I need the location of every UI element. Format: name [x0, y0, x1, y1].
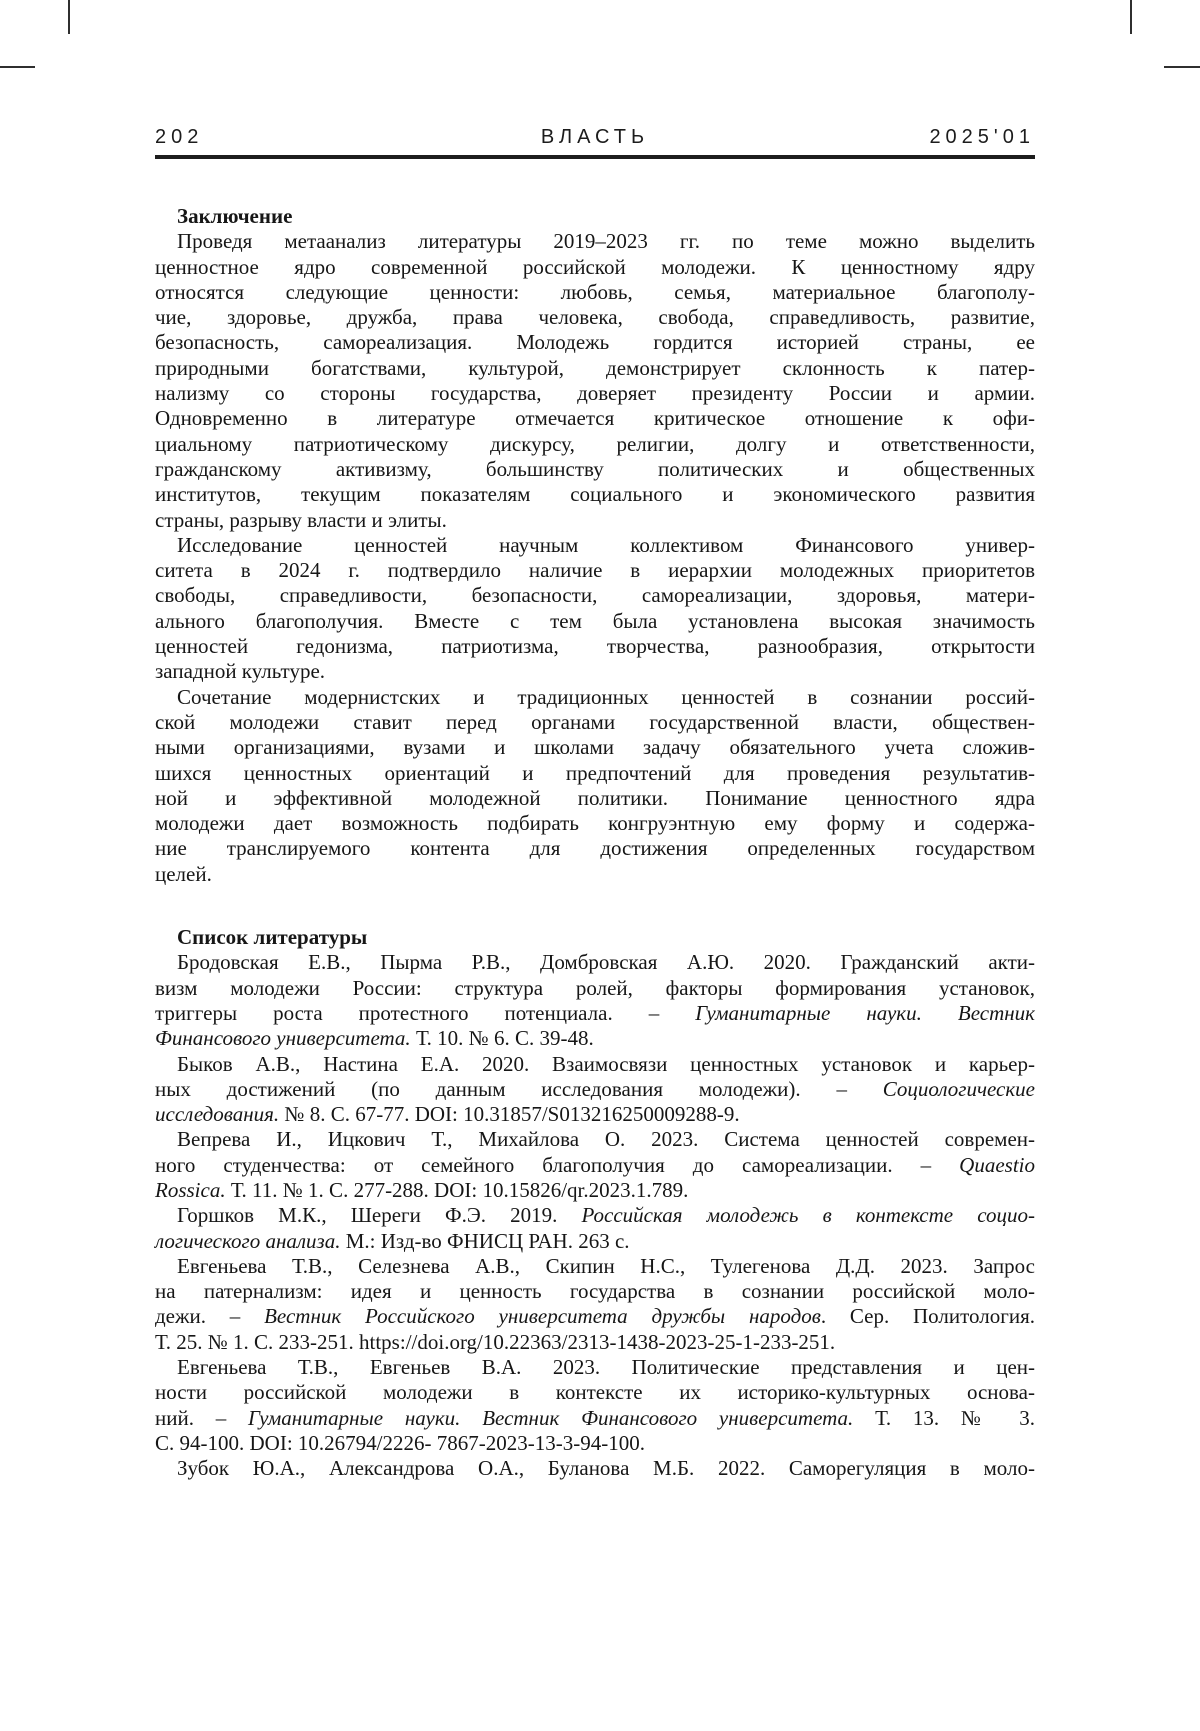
text-line: [155, 508, 1035, 533]
text: Т. 11. № 1. С. 277-288. DOI: 10.15826/qr.2023.1.789.: [225, 1177, 689, 1202]
text: ности российской молодежи в контексте их историко-культурных основа-: [155, 1380, 1035, 1405]
paragraph: [155, 533, 1035, 685]
text: ной и эффективной молодежной политики. Понимание ценностного ядра: [155, 785, 1035, 810]
text: Проведя метаанализ литературы 2019–2023 гг. по теме можно выделить: [177, 229, 1035, 254]
text: западной культуре.: [155, 659, 326, 684]
italic-text: Финансового университета.: [155, 1026, 411, 1051]
text-line: [155, 735, 1035, 760]
text: № 8. С. 67-77. DOI: 10.31857/S013216250009288-9.: [279, 1102, 740, 1127]
text: ных достижений (по данным исследования молодежи). –: [155, 1076, 883, 1101]
text: шихся ценностных ориентаций и предпочтений для проведения результатив-: [155, 760, 1035, 785]
text-line: [155, 1153, 1035, 1178]
text-line: [155, 1052, 1035, 1077]
text-line: [155, 1304, 1035, 1329]
text: Бродовская Е.В., Пырма Р.В., Домбровская А.Ю. 2020. Гражданский акти-: [177, 950, 1035, 975]
text-line: [155, 255, 1035, 280]
text-line: [155, 1355, 1035, 1380]
italic-text: Российская молодежь в контексте социо-: [581, 1203, 1035, 1228]
text: Т. 10. № 6. С. 39-48.: [410, 1026, 594, 1051]
text-line: [155, 1279, 1035, 1304]
text-line: [155, 811, 1035, 836]
italic-text: логического анализа.: [155, 1228, 341, 1253]
text: Исследование ценностей научным коллективом Финансового универ-: [177, 532, 1035, 557]
text-line: [155, 305, 1035, 330]
text: триггеры роста протестного потенциала. –: [155, 1000, 696, 1025]
text-line: [155, 406, 1035, 431]
paragraph: [155, 685, 1035, 887]
text: Вепрева И., Ицкович Т., Михайлова О. 2023. Система ценностей современ-: [177, 1127, 1035, 1152]
text-line: [155, 381, 1035, 406]
running-head: [155, 126, 1035, 149]
text: ний. –: [155, 1405, 249, 1430]
text-line: [155, 1102, 1035, 1127]
text-line: [155, 356, 1035, 381]
text: Сочетание модернистских и традиционных ценностей в сознании россий-: [177, 684, 1035, 709]
text: безопасность, самореализация. Молодежь гордится историей страны, ее: [155, 330, 1035, 355]
text-line: [155, 786, 1035, 811]
text: природными богатствами, культурой, демонстрирует склонность к патер-: [155, 355, 1035, 380]
text-line: [155, 862, 1035, 887]
text: ценностей гедонизма, патриотизма, творчества, разнообразия, открытости: [155, 634, 1035, 659]
text-line: [155, 457, 1035, 482]
text-line: [155, 950, 1035, 975]
text: Евгеньева Т.В., Евгеньев В.А. 2023. Политические представления и цен-: [177, 1355, 1035, 1380]
text: дежи. –: [155, 1304, 265, 1329]
paragraph: [155, 1052, 1035, 1128]
text-line: [155, 1380, 1035, 1405]
text: ценностное ядро современной российской молодежи. К ценностному ядру: [155, 254, 1035, 279]
text-line: [155, 609, 1035, 634]
text: нализму со стороны государства, доверяет президенту России и армии.: [155, 381, 1035, 406]
text-line: [155, 533, 1035, 558]
text: . Сер. Политология.: [820, 1304, 1035, 1329]
paragraph: [155, 229, 1035, 533]
italic-text: Социологические: [882, 1076, 1035, 1101]
issue-number: 2025'01: [929, 126, 1035, 148]
text: ской молодежи ставит перед органами государственной власти, обществен-: [155, 709, 1035, 734]
text-line: [155, 482, 1035, 507]
conclusion-heading: Заключение: [177, 204, 293, 228]
text: ние транслируемого контента для достижения определенных государством: [155, 836, 1035, 861]
text: Т. 25. № 1. С. 233-251. https://doi.org/10.22363/2313-1438-2023-25-1-233-251.: [155, 1329, 836, 1354]
text-line: [155, 710, 1035, 735]
text: на патернализм: идея и ценность государства в сознании российской моло-: [155, 1279, 1035, 1304]
text: гражданскому активизму, большинству политических и общественных: [155, 456, 1035, 481]
text: чие, здоровье, дружба, права человека, свобода, справедливость, развитие,: [155, 305, 1035, 330]
paragraph: [155, 1203, 1035, 1254]
text: ного студенчества: от семейного благополучия до самореализации. –: [155, 1152, 960, 1177]
page-number: 202: [155, 126, 204, 148]
text-line: [155, 1203, 1035, 1228]
text-line: [155, 836, 1035, 861]
text-line: [155, 659, 1035, 684]
text-line: [155, 634, 1035, 659]
italic-text: Гуманитарные науки. Вестник Финансового университета.: [248, 1405, 854, 1430]
paragraph: [155, 1456, 1035, 1481]
paragraph: [155, 1254, 1035, 1355]
italic-text: Вестник Российского университета дружбы народов: [264, 1304, 821, 1329]
text: Зубок Ю.А., Александрова О.А., Буланова М.Б. 2022. Саморегуляция в моло-: [177, 1456, 1035, 1481]
text: молодежи дает возможность подбирать конгруэнтную ему форму и содержа-: [155, 811, 1035, 836]
text-line: [155, 761, 1035, 786]
header-rule: [155, 155, 1035, 159]
text: ального благополучия. Вместе с тем была установлена высокая значимость: [155, 608, 1035, 633]
text: страны, разрыву власти и элиты.: [155, 507, 447, 532]
text-line: [155, 1178, 1035, 1203]
text-line: [155, 1431, 1035, 1456]
text-line: [155, 1127, 1035, 1152]
crop-mark: [68, 0, 70, 34]
references-section: [155, 925, 1035, 1482]
text-line: [155, 976, 1035, 1001]
italic-text: Quaestio: [959, 1152, 1035, 1177]
text: Евгеньева Т.В., Селезнева А.В., Скипин Н.С., Тулегенова Д.Д. 2023. Запрос: [177, 1253, 1035, 1278]
paragraph: [155, 1127, 1035, 1203]
italic-text: Rossica.: [155, 1177, 226, 1202]
crop-mark: [0, 66, 35, 68]
reference-list: [155, 950, 1035, 1481]
text-line: [155, 280, 1035, 305]
text-line: [155, 1077, 1035, 1102]
italic-text: исследования.: [155, 1102, 280, 1127]
page-body: [155, 204, 1035, 1482]
text: ными организациями, вузами и школами задачу обязательного учета сложив-: [155, 735, 1035, 760]
text: Одновременно в литературе отмечается критическое отношение к офи-: [155, 406, 1035, 431]
text: визм молодежи России: структура ролей, факторы формирования установок,: [155, 975, 1035, 1000]
text-line: [155, 1001, 1035, 1026]
text: свободы, справедливости, безопасности, самореализации, здоровья, матери-: [155, 583, 1035, 608]
text-line: [155, 1229, 1035, 1254]
conclusion-section: [155, 204, 1035, 887]
text-line: [155, 1254, 1035, 1279]
text-line: [155, 432, 1035, 457]
crop-mark: [1164, 66, 1200, 68]
text-line: [155, 1026, 1035, 1051]
conclusion-paragraphs: [155, 229, 1035, 887]
text-line: [155, 1406, 1035, 1431]
text: М.: Изд-во ФНИСЦ РАН. 263 с.: [340, 1228, 630, 1253]
text: Быков А.В., Настина Е.А. 2020. Взаимосвязи ценностных установок и карьер-: [177, 1051, 1035, 1076]
italic-text: Гуманитарные науки. Вестник: [695, 1000, 1035, 1025]
text-line: [155, 583, 1035, 608]
text-line: [155, 1456, 1035, 1481]
text-line: [155, 685, 1035, 710]
journal-title: ВЛАСТЬ: [540, 126, 650, 148]
text-line: [155, 558, 1035, 583]
crop-mark: [1130, 0, 1132, 34]
text: циальному патриотическому дискурсу, религии, долгу и ответственности,: [155, 431, 1035, 456]
text: С. 94-100. DOI: 10.26794/2226- 7867-2023-13-3-94-100.: [155, 1430, 645, 1455]
text: Т. 13. № 3.: [853, 1405, 1036, 1430]
text: целей.: [155, 861, 212, 886]
text: относятся следующие ценности: любовь, семья, материальное благополу-: [155, 279, 1035, 304]
text: ситета в 2024 г. подтвердило наличие в иерархии молодежных приоритетов: [155, 558, 1035, 583]
text-line: [155, 229, 1035, 254]
text: институтов, текущим показателям социального и экономического развития: [155, 482, 1035, 507]
text: Горшков М.К., Шереги Ф.Э. 2019.: [177, 1203, 582, 1228]
text-line: [155, 330, 1035, 355]
references-heading: Список литературы: [177, 925, 368, 950]
paragraph: [155, 1355, 1035, 1456]
text-line: [155, 1330, 1035, 1355]
paragraph: [155, 950, 1035, 1051]
